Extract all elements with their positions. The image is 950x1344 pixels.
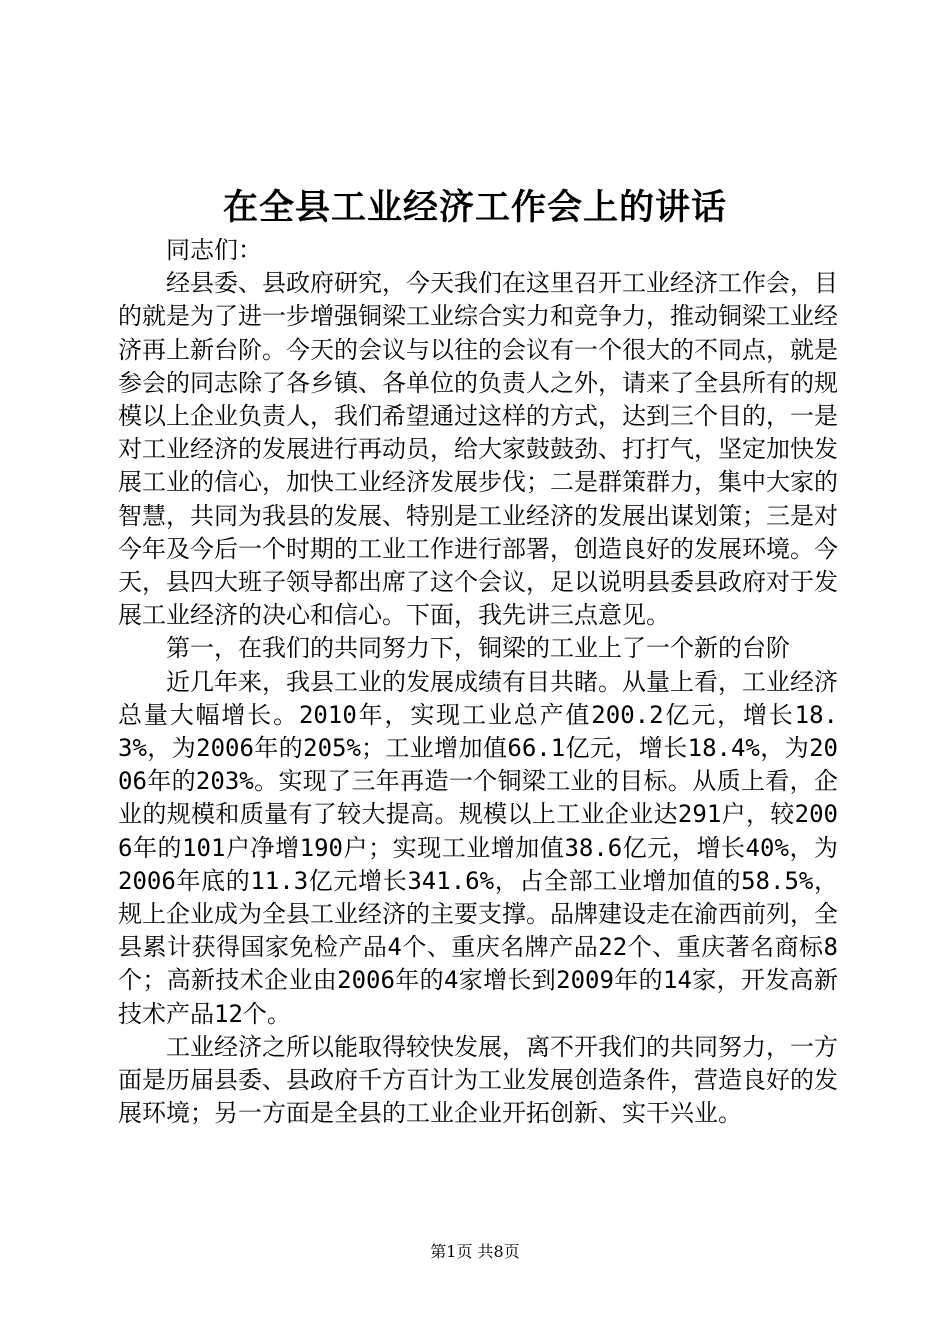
achievements-paragraph: 近几年来，我县工业的发展成绩有目共睹。从量上看，工业经济总量大幅增长。2010年，实现工业总产值200.2亿元，增长18.3%，为2006年的205%；工业增加值66.1亿元，增长18.4%，为2006年的203%。实现了三年再造一个铜梁工业的目标。从质上看，企业的规模和质量有了较大提高。规模以上工业企业达291户，较2006年的101户净增190户；实现工业增加值38.6亿元，增长40%，为2006年底的11.3亿元增长341.6%，占全部工业增加值的58.5%，规上企业成为全县工业经济的主要支撑。品牌建设走在渝西前列，全县累计获得国家免检产品4个、重庆名牌产品22个、重庆著名商标8个；高新技术企业由2006年的4家增长到2009年的14家，开发高新技术产品12个。 [118, 667, 838, 1028]
page-number-footer: 第1页 共8页 [430, 1242, 520, 1261]
intro-paragraph: 经县委、县政府研究，今天我们在这里召开工业经济工作会，目的就是为了进一步增强铜梁工业综合实力和竞争力，推动铜梁工业经济再上新台阶。今天的会议与以往的会议有一个很大的不同点，就是参会的同志除了各乡镇、各单位的负责人之外，请来了全县所有的规模以上企业负责人，我们希望通过这样的方式，达到三个目的，一是对工业经济的发展进行再动员，给大家鼓鼓劲、打打气，坚定加快发展工业的信心，加快工业经济发展步伐；二是群策群力，集中大家的智慧，共同为我县的发展、特别是工业经济的发展出谋划策；三是对今年及今后一个时期的工业工作进行部署，创造良好的发展环境。今天，县四大班子领导都出席了这个会议，足以说明县委县政府对于发展工业经济的决心和信心。下面，我先讲三点意见。 [118, 269, 838, 630]
document-title: 在全县工业经济工作会上的讲话 [222, 187, 727, 228]
document-body [118, 234, 838, 1130]
reasons-paragraph: 工业经济之所以能取得较快发展，离不开我们的共同努力，一方面是历届县委、县政府千方百计为工业发展创造条件，营造良好的发展环境；另一方面是全县的工业企业开拓创新、实干兴业。 [118, 1032, 838, 1128]
section-heading-paragraph: 第一，在我们的共同努力下，铜梁的工业上了一个新的台阶 [166, 634, 790, 663]
salutation-paragraph: 同志们： [166, 236, 262, 264]
